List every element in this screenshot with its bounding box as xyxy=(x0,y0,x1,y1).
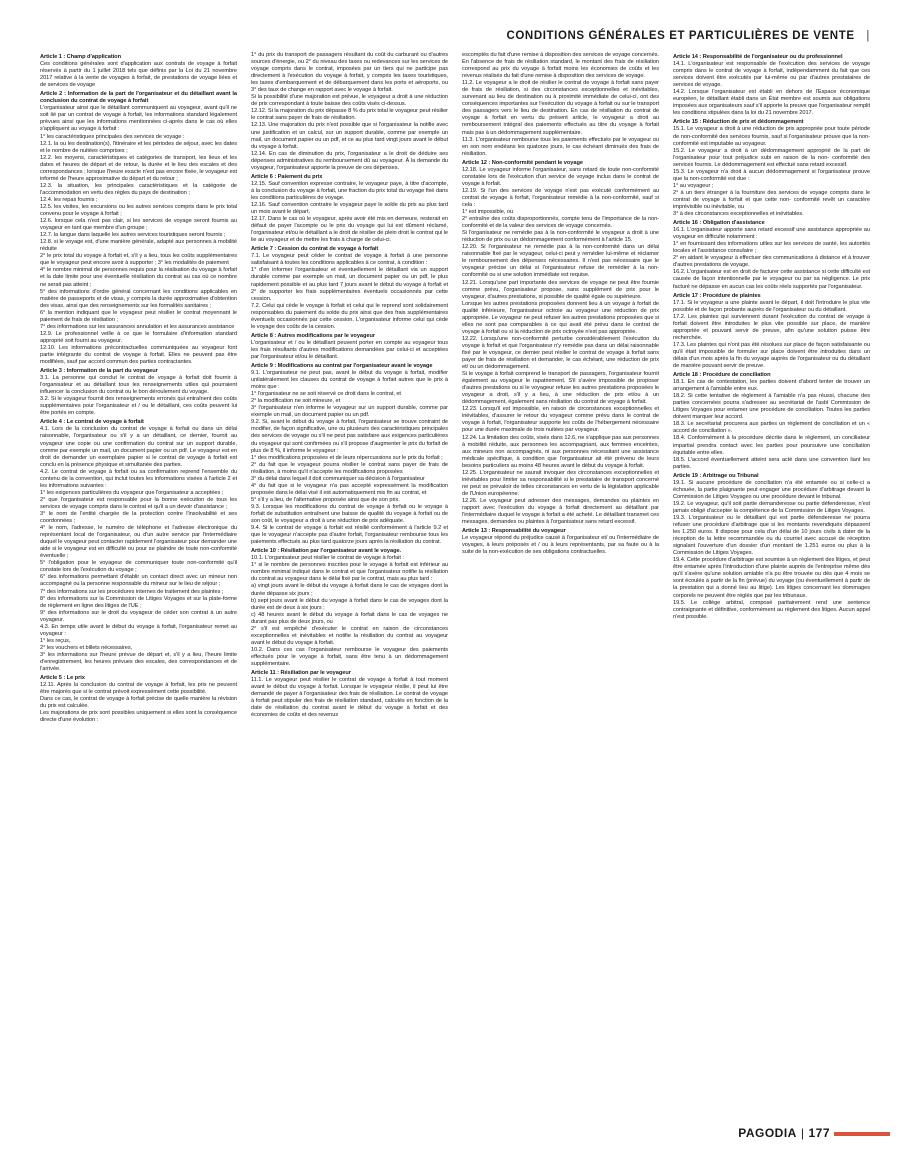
paragraph: 12.7. la langue dans laquelle les autres services touristiques seront fournis ; xyxy=(40,232,226,239)
paragraph: 17.3. Les plaintes qui n'ont pas été résolues sur place de façon satisfaisante ou qu'il était impossible de formuler sur place doivent être introduites dans un délais d'un mois après la fin du voyage auprès de l'organisateur ou du détaillant de manière pouvant servir de preuve. xyxy=(673,341,870,370)
paragraph: 19.1. Si aucune procédure de conciliation n'a été entamée ou si celle-ci a échouée, la partie plaignante peut engager une procédure d'arbitrage devant la Commission de Litiges Voyages ou une procédure devant le tribunal. xyxy=(673,479,870,500)
paragraph: 4.1. Lors de la conclusion du contrat de voyage à forfait ou dans un délai raisonnable, l'organisateur ou s'il y a un détaillant, ce dernier, fournit au voyageur une copie ou une confirmation du contrat sur un support durable, comme par exemple un mail, un document papier ou un pdf. Le voyageur est en droit de demander un exemplaire papier si le contrat de voyage à forfait est conclu en la présence physique et simultanée des parties. xyxy=(40,426,237,468)
article-heading: Article 17 : Procédure de plaintes xyxy=(673,292,761,299)
paragraph: 2° à un tiers étranger à la fourniture des services de voyage compris dans le contrat de voyage à forfait et que cette non- conformité revêt un caractère imprévisible ou inévitable, ou xyxy=(673,189,870,210)
paragraph: 11.3. L'organisateur rembourse tous les paiements effectués par le voyageur ou en son nom endéans les quatorze jours, le cas échéant diminués des frais de résiliation. xyxy=(462,136,659,157)
paragraph: 6° des informations permettant d'établir un contact direct avec un mineur non accompagné ou la personne responsable du mineur sur le lieu de séjour ; xyxy=(40,574,237,588)
paragraph: 3° le nom de l'entité chargée de la protection contre l'insolvabilité et ses coordonnées ; xyxy=(40,511,237,525)
footer-separator: | xyxy=(800,1126,805,1140)
paragraph: a) vingt jours avant le début du voyage à forfait dans le cas de voyages dont la durée dépasse six jours ; xyxy=(251,583,448,597)
article-heading: Article 8 : Autres modifications par le voyageur xyxy=(251,332,376,339)
paragraph: c) 48 heures avant le début du voyage à forfait dans le cas de voyages ne durant pas plus de deux jours, ou xyxy=(251,611,448,625)
paragraph: 12.26. Le voyageur peut adresser des messages, demandes ou plaintes en rapport avec l'exécution du voyage à forfait directement au détaillant par l'intermédiaire duquel le voyage à forfait a été acheté. Le détaillant transmet ces messages, demandes ou plaintes à l'organisateur sans retard excessif. xyxy=(462,497,659,526)
paragraph: 12.11. Après la conclusion du contrat de voyage à forfait, les prix ne peuvent être majorés que si le contrat prévoit expressément cette possibilité. xyxy=(40,682,237,696)
paragraph: 19.5. Le collège arbitral, composé paritairement rend une sentence contraignante et définitive, conformément au règlement des litiges. Aucun appel n'est possible. xyxy=(673,599,870,620)
paragraph: 1° en fournissant des informations utiles sur les services de santé, les autorités locales et l'assistance consulaire ; xyxy=(673,241,870,255)
paragraph: 12.6. lorsque cela n'est pas clair, si les services de voyage seront fournis au voyageur en tant que membre d'un groupe ; xyxy=(40,218,237,232)
paragraph: 6° la mention indiquant que le voyageur peut résilier le contrat moyennant le paiement de frais de résiliation ; xyxy=(40,309,237,323)
column-4 xyxy=(673,52,870,1118)
paragraph: escomptés du fait d'une remise à disposition des services de voyage concernés. En l'absence de frais de résiliation standard, le montant des frais de résiliation correspond au prix du voyage à forfait moins les économies de coûts et les revenus réalisés du fait d'une remise à disposition des services de voyage. xyxy=(462,52,659,80)
paragraph: Si l'organisateur ne remédie pas à la non-conformité le voyageur a droit à une réduction de prix ou un dédommagement conformément à l'article 15. xyxy=(462,230,659,244)
page-header xyxy=(40,30,870,46)
paragraph: 1° des modifications proposées et de leurs répercussions sur le prix du forfait ; xyxy=(251,454,443,461)
article-heading: Article 1 : Champ d'application xyxy=(40,54,121,60)
paragraph: 3° à des circonstances exceptionnelles et inévitables. xyxy=(673,211,804,218)
paragraph: 1° est impossible, ou xyxy=(462,209,514,216)
paragraph: Lorsque les autres prestations proposées donnent lieu à un voyage à forfait de qualité inférieure, l'organisateur octroie au voyageur une réduction de prix appropriée. Le voyageur ne peut refuser les autres prestations proposées que si elles ne sont pas comparables à ce qui avait été prévu dans le contrat de voyage à forfait ou si la réduction de prix octroyée n'est pas appropriée. xyxy=(462,300,659,335)
paragraph: 2° que l'organisateur est responsable pour la bonne exécution de tous les services de voyage compris dans le contrat et qu'il a un devoir d'assistance ; xyxy=(40,496,237,510)
paragraph: b) sept jours avant le début du voyage à forfait dans le cas de voyages dont la durée est de deux à six jours ; xyxy=(251,597,448,611)
paragraph: 12.14. En cas de diminution du prix, l'organisateur a le droit de déduire ses dépenses administratives du remboursement dû au voyageur. À la demande du voyageur, l'organisateur apporte la preuve de ces dépenses. xyxy=(251,150,448,171)
paragraph: 15.3. Le voyageur n'a droit à aucun dédommagement si l'organisateur prouve que la non-conformité est due : xyxy=(673,168,870,182)
paragraph: 4.3. En temps utile avant le début du voyage à forfait, l'organisateur remet au voyageur : xyxy=(40,623,237,637)
paragraph: Si la possibilité d'une majoration est prévue, le voyageur a droit à une réduction de prix correspondant à toute baisse des coûts visés ci-dessus. xyxy=(251,94,448,108)
paragraph: 2° du fait que le voyageur pourra résilier le contrat sans payer de frais de résiliation, à moins qu'il n'accepte les modifications proposées xyxy=(251,461,448,475)
paragraph: 1° les reçus, xyxy=(40,637,71,644)
paragraph: 14.2. Lorsque l'organisateur est établi en dehors de l'Espace économique européen, le détaillant établi dans un État membre est soumis aux obligations imposées aux organisateurs sauf s'il apporte la preuve que l'organisateur remplit les conditions stipulées dans la loi du 21 novembre 2017. xyxy=(673,89,870,117)
article-heading: Article 4 : Le contrat de voyage à forfait xyxy=(40,419,144,426)
paragraph: 12.8. si le voyage est, d'une manière générale, adapté aux personnes à mobilité réduite xyxy=(40,239,237,253)
column-2 xyxy=(251,52,448,1118)
paragraph: 4° le nom, l'adresse, le numéro de téléphone et l'adresse électronique du représentant local de l'organisateur, ou d'un autre service par l'intermédiaire duquel le voyageur peut contacter rapidement l'organisateur pour demander une aide si le voyageur est en difficulté ou pour se plaindre de toute non-conformité éventuelle ; xyxy=(40,525,237,560)
column-1 xyxy=(40,52,237,1118)
article-heading: Article 18 : Procédure de conciliation xyxy=(673,372,771,379)
brand-name: PAGODIA xyxy=(738,1126,797,1140)
paragraph: 12.2. les moyens, caractéristiques et catégories de transport, les lieux et les dates et heures de départ et de retour, la durée et le lieu des escales et des correspondances ; lorsque l'heure exacte n'est pas encore fixée, le voyageur est informé de l'heure approximative du départ et du retour ; xyxy=(40,154,237,182)
paragraph: 12.12. Si la majoration du prix dépasse 8 % du prix total le voyageur peut résilier le contrat sans payer de frais de résiliation. xyxy=(251,108,448,122)
paragraph: 12.23. Lorsqu'il est impossible, en raison de circonstances exceptionnelles et inévitables, d'assurer le retour du voyageur comme prévu dans le contrat de voyage à forfait, l'organisateur supporte les coûts de l'hébergement nécessaire pour une durée maximale de trois nuitées par voyageur. xyxy=(462,406,659,434)
article-heading: Article 13 : Responsabilité du voyageur xyxy=(462,528,566,535)
article-heading: Article 11 : Résiliation par le voyageur xyxy=(251,670,351,677)
paragraph: 4° du fait que si le voyageur n'a pas accepté expressément la modification proposée dans le délai visé il est automatiquement mis fin au contrat, et xyxy=(251,482,448,496)
paragraph: 4.2. Le contrat de voyage à forfait ou sa confirmation reprend l'ensemble du contenu de la convention, qui inclut toutes les informations visées à l'article 2 et les informations suivantes : xyxy=(40,468,237,489)
paragraph: 7.1. Le voyageur peut céder le contrat de voyage à forfait à une personne satisfaisant à toutes les conditions applicables à ce contrat, à condition : xyxy=(251,253,448,267)
footer-brand xyxy=(738,1126,830,1140)
paragraph: 1° l'organisateur ne se soit réservé ce droit dans le contrat, et xyxy=(251,391,401,398)
article-heading: Article 7 : Cession du contrat de voyage à forfait xyxy=(251,246,379,253)
paragraph: 10.1. L'organisateur peut résilier le contrat de voyage à forfait : xyxy=(251,555,404,562)
page-footer xyxy=(0,1126,900,1144)
paragraph: 2° la modification ne soit mineure, et xyxy=(251,398,341,405)
paragraph: 2° entraîne des coûts disproportionnés, compte tenu de l'importance de la non-conformité et de la valeur des services de voyage concernés. xyxy=(462,216,659,230)
paragraph: Le voyageur répond du préjudice causé à l'organisateur et/ ou l'intermédiaire de voyages, à leurs préposés et / ou à leurs représentants, par sa faute ou à la suite de la non-exécution de ses obligations contractuelles. xyxy=(462,535,659,556)
paragraph: 7.2. Celui qui cède le voyage à forfait et celui qui le reprend sont solidairement responsables du paiement du solde du prix ainsi que des frais supplémentaires éventuels occasionnés par cette cession. L'organisateur informe celui qui cède le voyage des coûts de la cession. xyxy=(251,302,448,330)
page-title: CONDITIONS GÉNÉRALES ET PARTICULIÈRES DE VENTE xyxy=(506,30,855,42)
paragraph: 12.9. Le professionnel veille à ce que le formulaire d'information standard approprié soit fourni au voyageur. xyxy=(40,330,237,344)
paragraph: 2° s'il est empêché d'exécuter le contrat en raison de circonstances exceptionnelles et inévitables et notifie la résiliation du contrat au voyageur avant le début du voyage à forfait. xyxy=(251,625,448,646)
paragraph: 3° l'organisateur n'en informe le voyageur sur un support durable, comme par exemple un mail, un document papier ou un pdf. xyxy=(251,405,448,419)
column-3 xyxy=(462,52,659,1118)
article-heading: Article 15 : Réduction de prix et dédommagement xyxy=(673,119,804,126)
article-heading: Article 12 : Non-conformité pendant le voyage xyxy=(462,159,583,166)
paragraph: 12.15. Sauf convention expresse contraire, le voyageur paye, à titre d'acompte, à la conclusion du voyage à forfait, une fraction du prix total du voyage fixé dans les conditions particulières de voyage. xyxy=(251,180,448,201)
paragraph: 1° au voyageur ; xyxy=(673,182,714,189)
paragraph: Si le voyage à forfait comprend le transport de passagers, l'organisateur fournit également au voyageur le rapatriement. S'il s'avère impossible de proposer d'autres prestations ou si le voyageur refuse les autres prestations proposées le voyageur a droit, s'il y a lieu, à une réduction de prix et/ou à un dédommagement, également sans résiliation du contrat de voyage à forfait. xyxy=(462,371,659,406)
paragraph: 12.4. les repas fournis ; xyxy=(40,196,98,203)
paragraph: Ces conditions générales sont d'application aux contrats de voyage à forfait réservés à partir du 1 juillet 2018 tels que définis par la Loi du 21 novembre 2017 relative à la vente de voyages à forfait, de prestations de voyage liées et de services de voyage xyxy=(40,61,237,89)
paragraph: 3° du délai dans lequel il doit communiquer sa décision à l'organisateur xyxy=(251,475,425,482)
paragraph: 14.1. L'organisateur est responsable de l'exécution des services de voyage compris dans le contrat de voyage à forfait, indépendamment du fait que ces services doivent être exécutés par lui-même ou par d'autres prestataires de services de voyage. xyxy=(673,61,870,89)
paragraph: 17.1. Si le voyageur a une plainte avant le départ, il doit l'introduire le plus vite possible et de façon probante auprès de l'organisateur ou du détaillant. xyxy=(673,299,870,313)
article-heading: Article 9 : Modifications au contrat par l'organisateur avant le voyage xyxy=(251,363,433,370)
article-heading: Article 10 : Résiliation par l'organisateur avant le voyage. xyxy=(251,548,402,555)
paragraph: 3.1. La personne qui conclut le contrat de voyage à forfait doit fournir à l'organisateur et au détaillant tous les renseignements utiles qui pourraient influencer la conclusion du contrat ou le bon déroulement du voyage. xyxy=(40,375,237,396)
paragraph: 3.2. Si le voyageur fournit des renseignements erronés qui entraînent des coûts supplémentaires pour l'organisateur et / ou le détaillant, ces coûts peuvent lui être portés en compte. xyxy=(40,396,237,417)
paragraph: 12.19. Si l'un des services de voyage n'est pas exécuté conformément au contrat de voyage à forfait, l'organisateur remédie à la non-conformité, sauf si cela : xyxy=(462,187,659,208)
paragraph: 15.2. Le voyageur a droit à un dédommagement approprié de la part de l'organisateur pour tout préjudice subi en raison de la non- conformité des services fournis. Le dédommagement est effectué sans retard excessif. xyxy=(673,147,870,168)
paragraph: 5° l'obligation pour le voyageur de communiquer toute non-conformité qu'il constate lors de l'exécution du voyage ; xyxy=(40,560,237,574)
article-heading: Article 3 : Information de la part du voyageur xyxy=(40,368,158,375)
text-columns xyxy=(40,52,870,1118)
paragraph: 1° si le nombre de personnes inscrites pour le voyage à forfait est inférieur au nombre minimal indiqué dans le contrat et que l'organisateur notifie la résiliation du contrat au voyageur dans le délai fixé par le contrat, mais au plus tard : xyxy=(251,562,448,583)
paragraph: 19.2. Le voyageur, qu'il soit partie demanderesse ou partie défenderesse, n'est jamais obligé d'accepter la compétence de la Commission de Litiges Voyages. xyxy=(673,500,870,514)
paragraph: 2° le prix total du voyage à forfait et, s'il y a lieu, tous les coûts supplémentaires que le voyageur peut encore avoir à supporter ; 3° les modalités de paiement xyxy=(40,253,237,267)
paragraph: 15.1. Le voyageur a droit à une réduction de prix appropriée pour toute période de non-conformité des services fournis, sauf si l'organisateur prouve que la non-conformité est imputable au voyageur. xyxy=(673,126,870,147)
page-number: 177 xyxy=(808,1126,830,1140)
paragraph: 18.4. Conformément à la procédure décrite dans le règlement, un conciliateur impartial prendra contact avec les parties pour poursuivre une conciliation équitable entre elles. xyxy=(673,435,870,456)
paragraph: 12.1. la ou les destination(s), l'itinéraire et les périodes de séjour, avec les dates et le nombre de nuitées comprises ; xyxy=(40,140,237,154)
paragraph: 7° des informations sur les assurances annulation et les assurances assistance xyxy=(40,323,235,330)
paragraph: 4° le nombre minimal de personnes requis pour la réalisation du voyage à forfait et la date limite pour une éventuelle résiliation du contrat au cas où ce nombre ne serait pas atteint ; xyxy=(40,267,237,288)
paragraph: 9.4. Si le contrat de voyage à forfait est résilié conformément à l'article 9.2 et que le voyageur n'accepte pas d'autre forfait, l'organisateur rembourse tous les paiements effectués au plus tard quatorze jours après la résiliation du contrat. xyxy=(251,525,448,546)
paragraph: 12.16. Sauf convention contraire le voyageur paye le solde du prix au plus tard un mois avant le départ. xyxy=(251,201,448,216)
paragraph: 9.2. Si, avant le début du voyage à forfait, l'organisateur se trouve contraint de modifier, de façon significative, une ou plusieurs des caractéristiques principales des services de voyage ou s'il ne peut pas satisfaire aux exigences particulières du voyageur qui sont confirmées ou s'il propose d'augmenter le prix du forfait de plus de 8 %, il informe le voyageur : xyxy=(251,419,448,454)
paragraph: 11.2. Le voyageur a le droit de résilier le contrat de voyage à forfait sans payer de frais de résiliation, si des circonstances exceptionnelles et inévitables, survenant au lieu de destination ou à proximité immédiate de celui-ci, ont des conséquences importantes sur l'exécution du voyage à forfait ou sur le transport des passagers vers le lieu de destination. En cas de résiliation du contrat de voyage à forfait en vertu du présent article, le voyageur a droit au remboursement intégral des paiements effectués au titre du voyage à forfait mais pas à un dédommagement supplémentaire. xyxy=(462,80,659,136)
paragraph: L'organisateur et / ou le détaillant peuvent porter en compte au voyageur tous les frais résultants d'autres modifications demandées par celui-ci et acceptées par l'organisateur et/ou le détaillant. xyxy=(251,339,448,360)
paragraph: 9.1. L'organisateur ne peut pas, avant le début du voyage à forfait, modifier unilatéralement les clauses du contrat de voyage à forfait autres que le prix à moins que : xyxy=(251,370,448,391)
accent-rule xyxy=(834,1132,890,1136)
article-heading: Article 2 : Information de la part de l'organisateur et du détaillant avant la conclusion du contrat de voyage à forfait xyxy=(40,91,237,105)
paragraph: 12.25. L'organisateur ne saurait invoquer des circonstances exceptionnelles et inévitables pour limiter sa responsabilité si le prestataire de transport concerné ne peut se prévaloir de telles circonstances en vertu de la législation applicable de l'Union européenne. xyxy=(462,469,659,497)
paragraph: 12.13. Une majoration du prix n'est possible que si l'organisateur la notifie avec une justification et un calcul, sur un support durable, comme par exemple un mail, un document papier ou un pdf, et ce au plus tard vingt jours avant le début du voyage à forfait. xyxy=(251,122,448,150)
article-heading: Article 6 : Paiement du prix xyxy=(251,173,323,180)
paragraph: 1° du prix du transport de passagers résultant du coût du carburant ou d'autres sources d'énergie, ou 2° du niveau des taxes ou redevances sur les services de voyage compris dans le contrat, imposées par un tiers qui ne participe pas directement à l'exécution du voyage à forfait, y compris les taxes touristiques, les taxes d'embarquement et de débarquement dans les ports et aéroports, ou 3° des taux de change en rapport avec le voyage à forfait. xyxy=(251,52,448,94)
paragraph: 18.2. Si cette tentative de règlement à l'amiable n'a pas réussi, chacune des parties concernées pourra s'adresser au secrétariat de l'asbl Commission de Litiges Voyages pour entamer une procédure de conciliation. Toutes les parties doivent marquer leur accord. xyxy=(673,393,870,421)
article-heading: Article 5 : Le prix xyxy=(40,675,85,682)
paragraph: 12.21. Lorsqu'une part importante des services de voyage ne peut être fournie comme prévu, l'organisateur propose, sans supplément de prix pour le voyageur, d'autres prestations, si possible de qualité égale ou supérieure. xyxy=(462,279,659,300)
paragraph: 12.22. Lorsqu'une non-conformité perturbe considérablement l'exécution du voyage à forfait et que l'organisateur n'y remédie pas dans un délai raisonnable fixé par le voyageur, ce dernier peut résilier le contrat de voyage à forfait sans payer de frais de résiliation et demander, le cas échéant, une réduction de prix et/ ou un dédommagement. xyxy=(462,335,659,371)
paragraph: 7° des informations sur les procédures internes de traitement des plaintes ; xyxy=(40,588,224,595)
header-separator: | xyxy=(866,30,870,42)
paragraph: 16.2. L'organisateur est en droit de facturer cette assistance si cette difficulté est causée de façon intentionnelle par le voyageur ou par sa négligence. Le prix facturé ne dépasse en aucun cas les coûts réels supportés par l'organisateur. xyxy=(673,269,870,290)
paragraph: 1° les caractéristiques principales des services de voyage : xyxy=(40,133,185,140)
paragraph: 12.17. Dans le cas où le voyageur, après avoir été mis en demeure, resterait en défaut de payer l'acompte ou le prix du voyage qui lui est dûment réclamé, l'organisateur et/ou le détaillant a le droit de résilier de plein droit le contrat qui le lie au voyageur et de mettre les frais à charge de celui-ci. xyxy=(251,216,448,244)
paragraph: 12.20. Si l'organisateur ne remédie pas à la non-conformité dans un délai raisonnable fixé par le voyageur, celui-ci peut y remédier lui-même et réclamer le remboursement des dépenses nécessaires. Il n'est pas nécessaire que le voyageur précise un délai si l'organisateur refuse de remédier à la non-conformité ou si une solution immédiate est requise. xyxy=(462,244,659,279)
paragraph: 18.1. En cas de contestation, les parties doivent d'abord tenter de trouver un arrangement à l'amiable entre eux. xyxy=(673,379,870,393)
paragraph: 12.5. les visites, les excursions ou les autres services compris dans le prix total convenu pour le voyage à forfait ; xyxy=(40,203,237,218)
paragraph: 2° en aidant le voyageur à effectuer des communications à distance et à trouver d'autres prestations de voyage. xyxy=(673,255,870,269)
paragraph: 9° des informations sur le droit du voyageur de céder son contrat à un autre voyageur. xyxy=(40,609,237,623)
article-heading: Article 16 : Obligation d'assistance xyxy=(673,220,765,227)
paragraph: 17.2. Les plaintes qui surviennent durant l'exécution du contrat de voyage à forfait doivent être introduites le plus vite possible sur place, de manière appropriée et pouvant servir de preuve, afin qu'une solution puisse être recherchée. xyxy=(673,313,870,341)
paragraph: 18.3. Le secrétariat procurera aux parties un règlement de conciliation et un « accord de conciliation ». xyxy=(673,421,870,435)
paragraph: 1° d'en informer l'organisateur et éventuellement le détaillant via un support durable comme par exemple un mail, un document papier ou un pdf, le plus rapidement possible et au plus tard 7 jours avant le début du voyage à forfait et 2° de supporter les frais supplémentaires éventuels occasionnés par cette cession. xyxy=(251,267,448,302)
paragraph: 10.2. Dans ces cas l'organisateur rembourse le voyageur des paiements effectués pour le voyage à forfait, sans être tenu à un dédommagement supplémentaire. xyxy=(251,646,448,667)
paragraph: 19.3. L'organisateur ou le détaillant qui est partie défenderesse ne pourra refuser une procédure d'arbitrage que si les montants revendiqués dépassent les 1.250 euros. Il dispose pour cela d'un délai de 10 jours civils à dater de la réception de la lettre recommandée ou du courriel avec accusé de réception signalant l'ouverture d'un dossier d'un montant de 1.251 euros ou plus à la Commission de Litiges Voyages. xyxy=(673,515,870,557)
paragraph: 12.18. Le voyageur informe l'organisateur, sans retard de toute non-conformité constatée lors de l'exécution d'un service de voyage inclus dans le contrat de voyage à forfait. xyxy=(462,166,659,187)
paragraph: Dans ce cas, le contrat de voyage à forfait précise de quelle manière la révision du prix est calculée. xyxy=(40,696,237,710)
paragraph: 5° des informations d'ordre général concernant les conditions applicables en matière de passeports et de visas, y compris la durée approximative d'obtention des visas, ainsi que des renseignements sur les formalités sanitaires ; xyxy=(40,288,237,309)
paragraph: 5° s'il y a lieu, de l'alternative proposée ainsi que de son prix. xyxy=(251,496,400,503)
article-heading: Article 14 : Responsabilité de l'organisateur ou du professionnel xyxy=(673,54,843,60)
paragraph: Les majorations de prix sont possibles uniquement si elles sont la conséquence directe d'une évolution : xyxy=(40,710,237,724)
paragraph: 18.5. L'accord éventuellement atteint sera acté dans une convention liant les parties. xyxy=(673,456,870,470)
paragraph: 11.1. Le voyageur peut résilier le contrat de voyage à forfait à tout moment avant le début du voyage à forfait. Lorsque le voyageur résilie, il peut lui être demandé de payer à l'organisateur des frais de résiliation. Le contrat de voyage à forfait peut stipuler des frais de résiliation standard, calculés en fonction de la date de résiliation du contrat avant le début du voyage à forfait et des économies de coûts et des revenus xyxy=(251,677,448,719)
paragraph: 3° les informations sur l'heure prévue de départ et, s'il y a lieu, l'heure limite d'enregistrement, les heures prévues des escales, des correspondances et de l'arrivée. xyxy=(40,651,237,673)
paragraph: 1° les exigences particulières du voyageur que l'organisateur a acceptées ; xyxy=(40,489,224,496)
paragraph: 9.3. Lorsque les modifications du contrat de voyage à forfait ou le voyage à forfait de substitution entraînent une baisse de qualité du voyage à forfait ou de son coût, le voyageur a droit à une réduction de prix adéquate. xyxy=(251,503,448,525)
paragraph: 8° des informations sur la Commission de Litiges Voyages et sur la plate-forme de règlement en ligne des litiges de l'UE ; xyxy=(40,595,237,609)
paragraph: 16.1. L'organisateur apporte sans retard excessif une assistance appropriée au voyageur en difficulté notamment : xyxy=(673,227,870,241)
paragraph: 12.10. Les informations précontractuelles communiquées au voyageur font partie intégrante du contrat de voyage à forfait. Elles ne peuvent pas être modifiées, sauf par accord commun des parties contractantes. xyxy=(40,344,237,366)
article-heading: Article 19 : Arbitrage ou Tribunal xyxy=(673,472,759,479)
paragraph: 19.4. Cette procédure d'arbitrage est soumise à un règlement des litiges, et peut être entamée après l'introduction d'une plainte auprès de l'entreprise même dès qu'il s'avère qu'une solution amiable n'a pu être trouvée ou dès que 4 mois se sont écoulés à partir de la fin (prévue) du voyage (ou éventuellement à partir de la prestation qui a donné lieu au litige). Les litiges concernant les dommages corporels ne peuvent être réglés que par les tribunaux. xyxy=(673,557,870,599)
paragraph: 12.24. La limitation des coûts, visés dans 12.6, ne s'applique pas aux personnes à mobilité réduite, aux personnes les accompagnant, aux femmes enceintes, aux mineurs non accompagnés, ni aux personnes nécessitant une assistance médicale spécifique, à condition que l'organisateur ait été prévenu de leurs besoins particuliers au moins 48 heures avant le début du voyage à forfait. xyxy=(462,434,659,469)
paragraph: 12.3. la situation, les principales caractéristiques et la catégorie de l'accommodation en vertu des règles du pays de destination ; xyxy=(40,182,237,196)
paragraph: 2° les vouchers et billets nécessaires, xyxy=(40,644,133,651)
paragraph: L'organisateur ainsi que le détaillant communiquent au voyageur, avant qu'il ne soit lié par un contrat de voyage à forfait, les informations standard légalement prévues ainsi que les informations mentionnées ci-après dans le cas où elles s'appliquent au voyage à forfait : xyxy=(40,105,237,133)
